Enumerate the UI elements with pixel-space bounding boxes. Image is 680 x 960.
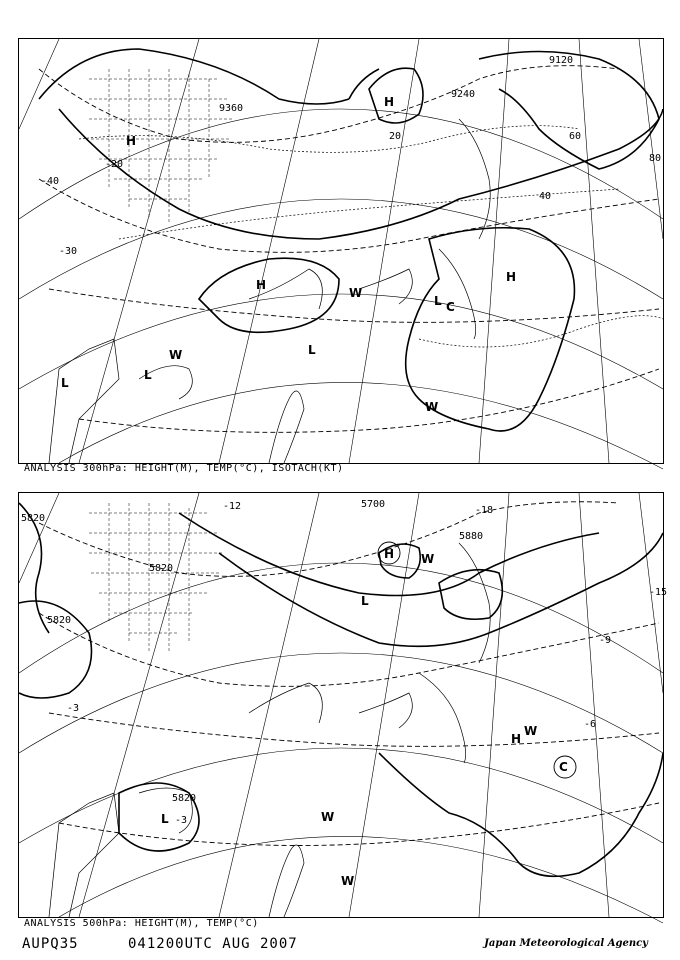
center-symbol: W — [425, 400, 439, 414]
isotherm-label: -15 — [649, 587, 668, 598]
analysis-500hpa-map — [18, 492, 668, 918]
contour-labels — [41, 55, 661, 257]
isotherm-label: -20 — [105, 159, 124, 170]
map-500hpa-canvas — [19, 493, 668, 917]
center-symbol: W — [421, 552, 435, 566]
height-label: 9360 — [219, 103, 244, 114]
center-symbol: W — [169, 348, 183, 362]
product-id: AUPQ35 — [22, 936, 79, 952]
isotherm-label: -40 — [41, 176, 60, 187]
chart-caption-300hpa: ANALYSIS 300hPa: HEIGHT(M), TEMP(°C), ISOTACH(KT) — [24, 463, 344, 474]
isotherm-label: -9 — [599, 635, 612, 646]
map-300hpa-canvas — [19, 39, 663, 463]
isotach-label: 40 — [539, 191, 552, 202]
coastlines — [49, 543, 490, 917]
height-label: 5820 — [149, 563, 174, 574]
center-symbol: H — [384, 547, 395, 561]
center-symbol: L — [308, 343, 316, 357]
terrain-hatch — [89, 503, 224, 653]
isotherm-label: -12 — [223, 501, 242, 512]
center-symbol: C — [446, 300, 455, 314]
graticule — [19, 493, 663, 923]
chart-caption-500hpa: ANALYSIS 500hPa: HEIGHT(M), TEMP(°C) — [24, 918, 259, 929]
center-symbol: H — [126, 134, 137, 148]
center-symbol: L — [161, 812, 169, 826]
center-symbol: L — [144, 368, 152, 382]
terrain-hatch — [89, 69, 234, 224]
center-symbol: C — [559, 760, 568, 774]
isotherms — [39, 66, 662, 433]
isotherm-label: -6 — [584, 719, 597, 730]
analysis-300hpa-map — [18, 38, 664, 464]
valid-time: 041200UTC AUG 2007 — [128, 936, 298, 952]
center-symbol: W — [349, 286, 363, 300]
center-symbol: L — [61, 376, 69, 390]
center-symbol: W — [341, 874, 355, 888]
center-symbol: H — [384, 95, 395, 109]
center-symbol: H — [256, 278, 267, 292]
isotherm-label: -3 — [175, 815, 188, 826]
height-contours — [39, 49, 663, 431]
height-label: 9120 — [549, 55, 574, 66]
height-label: 5700 — [361, 499, 386, 510]
center-symbol: H — [506, 270, 517, 284]
height-contours — [19, 503, 663, 876]
height-label: 5820 — [21, 513, 46, 524]
isotherm-label: -3 — [67, 703, 80, 714]
center-symbol: H — [511, 732, 522, 746]
isotach-label: 60 — [569, 131, 582, 142]
isotach-label: 20 — [389, 131, 402, 142]
center-symbol: L — [361, 594, 369, 608]
center-symbol: W — [321, 810, 335, 824]
agency-name: Japan Meteorological Agency — [484, 938, 648, 949]
isotach-label: 80 — [649, 153, 662, 164]
graticule — [19, 39, 663, 469]
center-symbol: L — [434, 294, 442, 308]
center-symbol: W — [524, 724, 538, 738]
height-label: 5820 — [47, 615, 72, 626]
height-label: 5880 — [459, 531, 484, 542]
height-label: 5820 — [172, 793, 197, 804]
height-label: 9240 — [451, 89, 476, 100]
isotherm-label: -18 — [475, 505, 494, 516]
isotherm-label: -30 — [59, 246, 78, 257]
isotherms — [39, 502, 659, 846]
pressure-centers — [61, 95, 516, 414]
